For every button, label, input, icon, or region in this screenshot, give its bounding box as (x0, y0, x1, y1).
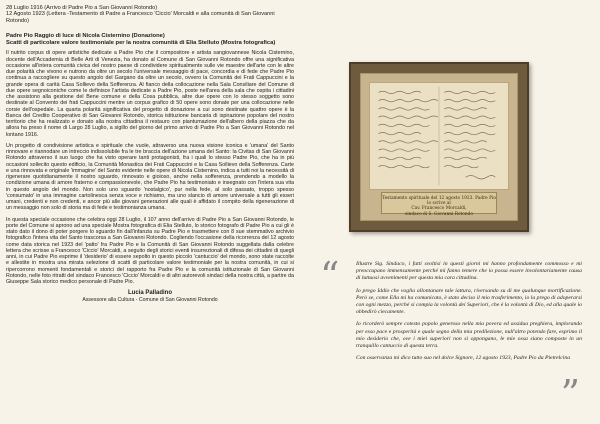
open-quote-mark: “ (320, 254, 340, 298)
date-line-1: 28 Luglio 1916 (Arrivo di Padre Pio a San Giovanni Rotondo) (6, 5, 158, 11)
signature (6, 290, 294, 303)
body-paragraph-1: Il nutrito corpus di opere artistiche dedicate a Padre Pio che il compositore e artista sangiovannese Nicola Cisternino, docente dell'Accademia di Belle Arti di Venezia, ha donato al Comune di San Giovanni Rotondo offre una significativa occasione all'intera comunità civica del nostro paese di condividere spiritualmente sulle vie maestre dell'arte con le altre due polarità che vivono e nutrono da oltre un secolo l'universale messaggio di pace, concordia e di fede che Padre Pio continua a raccogliere su questo angolo del Gargano da oltre un secolo, ovvero la Comunità dei Frati Cappuccini e la grande opera di carità Casa Sollievo della Sofferenza. Al fianco della collocazione nella Sala Consiliare del Comune di due opere segnoiconiche come le definisce l'artista dedicate a Padre Pio, poste nell'area della sala che ospita i cittadini che assistono alla gestione del Bene comune e della Cosa pubblica, altre due opere con lo stesso soggetto sono destinate al Convento dei frati Cappuccini mentre un corpus grafico di 50 opere sono donate per una collocazione nelle corsie dell'ospedale. La quarta polarità significativa del progetto di donazione a cui sono destinate quattro opere è la Banca del Credito Cooperativo di San Giovanni Rotondo, storica istituzione bancaria di ispirazione popolare del nostro territorio che ha realizzato e donato alla nostra cittadina il restauro con piantumazione dell'albero della piazza che da allora ha preso il nome di Largo 28 Luglio, a sigillo del giorno del primo arrivo di Padre Pio a San Giovanni Rotondo nel lontano 1916. (6, 50, 294, 138)
date-line-2: 12 Agosto 1923 (Lettera -Testamento di Padre a Francesco 'Ciccio' Morcaldi e alla comunità di San Giovanni (6, 11, 275, 18)
frame-plaque (381, 192, 497, 217)
body-paragraph-3: In questa speciale occasione che celebra oggi 28 Luglio, il 107 anno dell'arrivo di Padre Pio a San Giovanni Rotondo, le porte del Comune si aprono ad una speciale Mostra fotografica di Elia Stelluto, lo storico fotografo di Padre Pio a cui gli è stato dato il dono di poter porgere lo sguardo fin dall'infanzia su Padre Pio e trasmettere con 8 sue stemmativo archivio fotografico l'intera vita del Santo trascorsa a San Giovanni Rotondo. Cogliendo l'occasione della ricorrenza del 12 agosto come data storica nel 1923 del 'patto' fra Padre Pio e la Comunità di San Giovanni Rotondo suggellata dalla celebre lettera che scrisse a Francesco 'Ciccio' Morcaldi, a seguito degli storici eventi insurrezionali di difesa dei cittadini di quegli anni, in cui Padre Pio esprime il 'desiderio' di essere sepolto in questo piccolo 'cantuccio' del mondo, sono state raccolte e allestite in mostra una mirata selezione di scatti di particolare valore testimoniale per la nostra comunità, in cui si ripercorrono momenti fondamentali e storici del rapporto fra Padre Pio e la comunità istituzionale di San Giovanni Rotondo, nelle foto ritratti del sindaco Francesco 'Ciccio' Morcaldi e di altri autorevoli sindaci della nostra città, a partire da Giuseppe Sala storico medico personale di Padre Pio. (6, 216, 294, 286)
signature-role: Assessore alla Cultura - Comune di San Giovanni Rotondo (82, 297, 218, 304)
close-quote-mark: ” (560, 372, 580, 416)
plaque-line-1: Testamento spirituale del 12 agosto 1923. Padre Pio lo scrive al (382, 196, 496, 207)
quote-text (356, 261, 582, 367)
plaque-line-2: Cav. Francesco Morcaldi, (411, 206, 467, 212)
frame-mat (360, 73, 518, 221)
quote-paragraph-4: Con osservanza mi dico tutto suo nel dolce Signore, 12 agosto 1923, Padre Pio da Pietrelcina (356, 355, 571, 362)
quote-paragraph-3: Io ricorderò sempre cotesto popolo generoso nella mia povera ed assidua preghiera, implorando per esso pace e prosperità e quale segno della mia predilezione, null'altro potendo fare, esprimo il mio desiderio che, ove i miei superiori non si oppongano, le mie ossa siano composte in un tranquillo cantuccio di questa terra. (356, 321, 582, 350)
framed-letter-photo (349, 62, 529, 232)
article-column (6, 5, 294, 419)
quote-paragraph-1: Illustre Sig. Sindaco, i fatti svoltisi in questi giorni mi hanno profondamente commosso e mi preoccupano immensamente perché mi fanno temere che io possa essere involontariamente causa di luttuosi avvenimenti per questa mia cara cittadina. (356, 261, 582, 282)
letter-quote (316, 255, 586, 415)
plaque-line-3: sindaco di S. Giovanni Rotondo (405, 211, 473, 217)
handwriting-scribbles (370, 83, 508, 189)
quote-paragraph-2: Io prego Iddio che voglia allontanare tale iattura, riversando su di me qualunque mortificazione. Però se, come Ella mi ha comunicato, è stato deciso il mio trasferimento, io la prego di adoperarsi con ogni mezzo, perché si compia la volontà dei Superiori, che è la volontà di Dio, ed alla quale io obbedirò ciecamente. (356, 287, 582, 316)
signature-name: Lucia Palladino (127, 290, 172, 297)
article-title (6, 33, 294, 46)
date-line-3: Rotondo) (6, 17, 30, 24)
title-line-2: Scatti di particolare valore testimoniale per la nostra comunità di Elia Stelluto (Mostra fotografica) (6, 39, 276, 46)
handwritten-letter-image (369, 82, 509, 190)
article-body (6, 50, 294, 285)
title-line-1: Padre Pio Raggio di luce di Nicola Cisternino (Donazione) (6, 33, 165, 40)
body-paragraph-2: Un progetto di condivisione artistica e spirituale che vuole, attraverso una nuova visione iconica e 'umana' del Santo rinnovare e riannodare un intreccio indissolubile fra le tre braccia dell'azione umana del Santo: la Civitas di San Giovanni Rotondo attraverso il suo luogo che ha visto operare tanti protagonisti, fra i quali lo stesso Padre Pio, che ha in più occasioni sollecito questo edificio, la Comunità Monastica dei Frati Cappuccini e la Casa Sollievo della Sofferenza. Carte e una rinnovata e originale 'immagine' del Santo evidente nelle opere di Nicola Cisternino, indica a tutti noi la necessità di rigenerare quotidianamente il nostro sguardo, rinnovato e gioioso, anche nella sofferenza, prendendo a modello la condizione umana di amore fraterno e compassionevole, che Padre Pio ha testimoniato e insegnato con l'intera sua vita in questo angolo del mondo. Non solo uno sguardo 'nostalgico', pur nella fede, al solo passato, troppo spesso 'consumato' in una immagine cartolinesca senza voce e richiamo, ma uno slancio di amore universale a tutti gli esseri umani, credenti e non credenti, e ancor più alle giovani generazioni alle quali è affidato il compito della rigenerazione di un messaggio non solo di storia ma di fede e testimonianza umana. (6, 142, 294, 212)
